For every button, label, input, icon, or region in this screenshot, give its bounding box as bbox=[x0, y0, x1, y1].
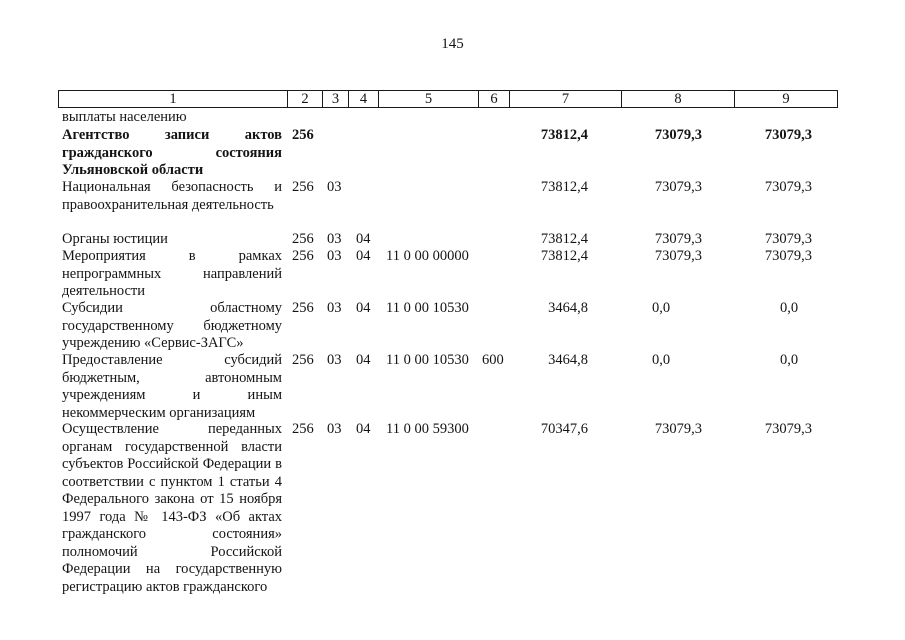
row-section: 03 bbox=[327, 179, 342, 195]
row-section: 03 bbox=[327, 300, 342, 316]
row-sum-2018: 3464,8 bbox=[548, 300, 588, 316]
row-sum-2020: 73079,3 bbox=[764, 127, 812, 143]
row-sum-2019: 73079,3 bbox=[654, 421, 702, 437]
row-sum-2020: 73079,3 bbox=[764, 248, 812, 264]
header-cell-6: 6 bbox=[478, 90, 510, 108]
row-name: Агентство записи актов гражданского состояния Ульяновской области bbox=[62, 127, 282, 178]
row-grbs: 256 bbox=[292, 421, 314, 437]
row-grbs: 256 bbox=[292, 231, 314, 247]
row-sum-2019: 73079,3 bbox=[654, 248, 702, 264]
row-sum-2020: 73079,3 bbox=[764, 179, 812, 195]
row-expense-type: 600 bbox=[482, 352, 504, 368]
row-subsection: 04 bbox=[356, 231, 371, 247]
row-name: Органы юстиции bbox=[62, 231, 168, 247]
row-subsection: 04 bbox=[356, 421, 371, 437]
header-cell-2: 2 bbox=[287, 90, 323, 108]
header-cell-3: 3 bbox=[322, 90, 349, 108]
row-sum-2020: 73079,3 bbox=[764, 421, 812, 437]
row-subsection: 04 bbox=[356, 248, 371, 264]
row-sum-2020: 0,0 bbox=[779, 300, 799, 316]
row-section: 03 bbox=[327, 421, 342, 437]
row-name: выплаты населению bbox=[62, 109, 187, 125]
header-cell-5: 5 bbox=[378, 90, 479, 108]
row-section: 03 bbox=[327, 248, 342, 264]
row-grbs: 256 bbox=[292, 127, 314, 143]
row-sum-2019: 0,0 bbox=[651, 300, 671, 316]
row-section: 03 bbox=[327, 231, 342, 247]
row-target-article: 11 0 00 10530 bbox=[386, 352, 469, 368]
row-subsection: 04 bbox=[356, 300, 371, 316]
row-sum-2019: 73079,3 bbox=[654, 179, 702, 195]
header-cell-7: 7 bbox=[509, 90, 622, 108]
row-grbs: 256 bbox=[292, 179, 314, 195]
header-cell-4: 4 bbox=[348, 90, 379, 108]
row-sum-2019: 73079,3 bbox=[654, 127, 702, 143]
row-target-article: 11 0 00 10530 bbox=[386, 300, 469, 316]
row-sum-2019: 0,0 bbox=[651, 352, 671, 368]
row-sum-2020: 73079,3 bbox=[764, 231, 812, 247]
row-sum-2018: 73812,4 bbox=[540, 127, 588, 143]
row-target-article: 11 0 00 00000 bbox=[386, 248, 469, 264]
header-cell-1: 1 bbox=[58, 90, 288, 108]
row-name: Национальная безопасность и правоохранительная деятельность bbox=[62, 179, 282, 213]
row-sum-2018: 73812,4 bbox=[540, 179, 588, 195]
row-name: Предоставление субсидий бюджетным, автономным учреждениям и иным некоммерческим организациям bbox=[62, 352, 282, 421]
row-grbs: 256 bbox=[292, 352, 314, 368]
row-sum-2018: 73812,4 bbox=[540, 231, 588, 247]
row-sum-2018: 73812,4 bbox=[540, 248, 588, 264]
row-target-article: 11 0 00 59300 bbox=[386, 421, 469, 437]
row-sum-2018: 3464,8 bbox=[548, 352, 588, 368]
row-section: 03 bbox=[327, 352, 342, 368]
header-cell-8: 8 bbox=[621, 90, 735, 108]
row-sum-2018: 70347,6 bbox=[540, 421, 588, 437]
row-grbs: 256 bbox=[292, 248, 314, 264]
row-grbs: 256 bbox=[292, 300, 314, 316]
row-name: Субсидии областному государственному бюджетному учреждению «Сервис-ЗАГС» bbox=[62, 300, 282, 351]
row-sum-2020: 0,0 bbox=[779, 352, 799, 368]
row-sum-2019: 73079,3 bbox=[654, 231, 702, 247]
row-subsection: 04 bbox=[356, 352, 371, 368]
header-cell-9: 9 bbox=[734, 90, 838, 108]
page-number: 145 bbox=[441, 36, 464, 52]
row-name: Осуществление переданных органам государственной власти субъектов Российской Федерации в соответствии с пунктом 1 статьи 4 Федерального закона от 15 ноября 1997 года № 143-ФЗ «Об актах гражданского состояния» полномочий Российской Федерации на государственную регистрацию актов гражданского bbox=[62, 421, 282, 595]
row-name: Мероприятия в рамках непрограммных направлений деятельности bbox=[62, 248, 282, 299]
